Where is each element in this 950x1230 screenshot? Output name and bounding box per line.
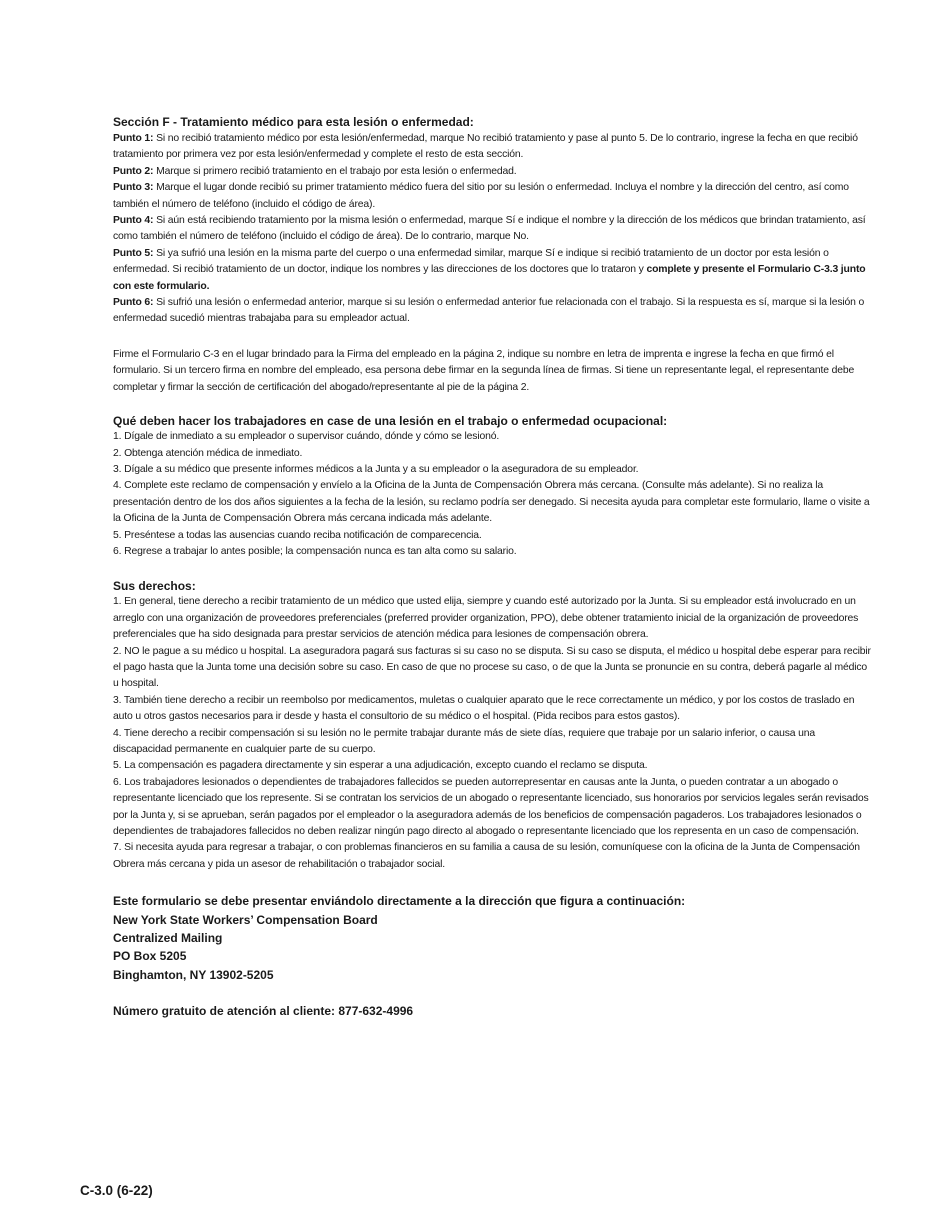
point-5 bbox=[113, 246, 873, 295]
point-text: Si sufrió una lesión o enfermedad anterior, marque si su lesión o enfermedad anterior fue relacionada con el trabajo. Si la respuesta es sí, marque si la lesión o enfermedad sucedió mientras trabajaba para su empleador actual. bbox=[113, 297, 865, 325]
point-label: Punto 1: bbox=[113, 133, 154, 144]
point-2 bbox=[113, 164, 873, 180]
point-text: Marque si primero recibió tratamiento en el trabajo por esta lesión o enfermedad. bbox=[153, 165, 517, 177]
list-item: 3. Dígale a su médico que presente informes médicos a la Junta y a su empleador o la aseguradora de su empleador. bbox=[113, 463, 639, 475]
customer-service-phone: Número gratuito de atención al cliente: 877-632-4996 bbox=[113, 1004, 414, 1019]
list-item: 6. Regrese a trabajar lo antes posible; la compensación nunca es tan alta como su salario. bbox=[113, 545, 517, 557]
list-item: 7. Si necesita ayuda para regresar a trabajar, o con problemas financieros en su familia a causa de su lesión, comuníquese con la oficina de la Junta de Compensación Obrera más cercana y pida un asesor de rehabilitación o trabajador social. bbox=[113, 842, 860, 870]
point-3 bbox=[113, 180, 873, 213]
point-text: Si no recibió tratamiento médico por esta lesión/enfermedad, marque No recibió tratamiento y pase al punto 5. De lo contrario, ingrese la fecha en que recibió tratamiento por primera vez por esta lesión/enfermedad y complete el resto de esta sección. bbox=[113, 133, 858, 161]
address-organization: New York State Workers’ Compensation Board bbox=[113, 912, 378, 927]
point-6 bbox=[113, 295, 873, 328]
point-label: Punto 3: bbox=[113, 182, 154, 194]
list-item: 2. Obtenga atención médica de inmediato. bbox=[113, 447, 303, 459]
point-label: Punto 5: bbox=[113, 247, 154, 259]
what-workers-should-do-list bbox=[113, 429, 873, 560]
point-label: Punto 6: bbox=[113, 297, 154, 309]
point-text: Si ya sufrió una lesión en la misma parte del cuerpo o una enfermedad similar, marque Sí e indique si recibió tratamiento de un doctor por esta lesión o enfermedad. Si recibió tratamiento de un doctor, indique los nombres y las direcciones de los doctores que lo trataron y bbox=[113, 247, 829, 276]
point-text: Marque el lugar donde recibió su primer tratamiento médico fuera del sitio por su lesión o enfermedad. Incluya el nombre y la dirección del centro, así como también el número de teléfono (incluido el código de área). bbox=[113, 182, 849, 210]
list-item: 3. También tiene derecho a recibir un reembolso por medicamentos, muletas o cualquier aparato que le rece correctamente un médico, y por los costos de traslado en auto u otros gastos necesarios para ir desde y hasta el consultorio de su médico o el hospital. (Pida recibos para estos gastos). bbox=[113, 694, 855, 723]
mailing-address bbox=[113, 892, 873, 984]
list-item: 4. Complete este reclamo de compensación y envíelo a la Oficina de la Junta de Compensación Obrera más cercana. (Consulte más adelante). Si no realiza la presentación dentro de los dos años siguientes a la fecha de la lesión, su reclamo podría ser denegado. Si necesita ayuda para completar este formulario, llame o visite a la Oficina de la Junta de Compensación Obrera más cercana indicada más adelante. bbox=[113, 480, 870, 525]
what-workers-should-do-title: Qué deben hacer los trabajadores en case de una lesión en el trabajo o enfermedad ocupacional: bbox=[113, 414, 668, 429]
point-label: Punto 2: bbox=[113, 165, 154, 177]
instructions-page bbox=[113, 114, 873, 1021]
your-rights-title: Sus derechos: bbox=[113, 579, 196, 594]
list-item: 1. Dígale de inmediato a su empleador o supervisor cuándo, dónde y cómo se lesionó. bbox=[113, 431, 500, 443]
address-intro: Este formulario se debe presentar enviándolo directamente a la dirección que figura a continuación: bbox=[113, 894, 686, 909]
address-department: Centralized Mailing bbox=[113, 931, 223, 946]
section-f-points bbox=[113, 131, 873, 328]
point-label: Punto 4: bbox=[113, 215, 154, 227]
your-rights-list bbox=[113, 594, 873, 873]
list-item: 5. La compensación es pagadera directamente y sin esperar a una adjudicación, excepto cuando el reclamo se disputa. bbox=[113, 760, 648, 772]
list-item: 6. Los trabajadores lesionados o dependientes de trabajadores fallecidos se pueden autorrepresentar en causas ante la Junta, o pueden contratar a un abogado o representante licenciado que los represente. Si se contratan los servicios de un abogado o representante licenciado, sus honorarios por servicios legales serán revisados por la Junta y, si se aprueban, serán pagados por el empleador o la aseguradora además de los beneficios de compensación pagaderos. Los trabajadores lesionados o dependientes de trabajadores fallecidos no deben realizar ningún pago directo al abogado o representante licenciado que los representa en un caso de compensación. bbox=[113, 776, 869, 838]
form-code: C-3.0 (6-22) bbox=[80, 1183, 153, 1198]
address-po-box: PO Box 5205 bbox=[113, 949, 187, 964]
list-item: 4. Tiene derecho a recibir compensación si su lesión no le permite trabajar durante más de siete días, requiere que trabaje por un salario inferior, o causa una discapacidad permanente en cualquier parte de su cuerpo. bbox=[113, 727, 816, 755]
address-city: Binghamton, NY 13902-5205 bbox=[113, 967, 274, 982]
signature-instructions: Firme el Formulario C-3 en el lugar brindado para la Firma del empleado en la página 2, indique su nombre en letra de imprenta e ingrese la fecha en que firmó el formulario. Si un tercero firma en nombre del empleado, esa persona debe firmar en la segunda línea de firmas. Si tiene un representante legal, el representante debe completar y firmar la sección de certificación del abogado/representante al pie de la página 2. bbox=[113, 348, 855, 393]
point-1 bbox=[113, 131, 873, 164]
list-item: 2. NO le pague a su médico u hospital. La aseguradora pagará sus facturas si su caso no se disputa. Si su caso se disputa, el médico u hospital debe esperar para recibir el pago hasta que la Junta tome una decisión sobre su caso. En caso de que no procese su caso, o de que la Junta se pronuncie en su contra, deberá pagarle al médico u hospital. bbox=[113, 645, 871, 690]
point-text: Si aún está recibiendo tratamiento por la misma lesión o enfermedad, marque Sí e indique el nombre y la dirección de los médicos que brindan tratamiento, así como también el número de teléfono (incluido el código de área). De lo contrario, marque No. bbox=[113, 215, 866, 243]
section-f-title: Sección F - Tratamiento médico para esta lesión o enfermedad: bbox=[113, 115, 474, 129]
list-item: 1. En general, tiene derecho a recibir tratamiento de un médico que usted elija, siempre y cuando esté autorizado por la Junta. Si su empleador está involucrado en un arreglo con una organización de proveedores preferenciales (preferred provider organization, PPO), debe obtener tratamiento inicial de la organización de proveedores preferenciales que ha sido designada para prestar servicios de atención médica para lesiones de compensación obrera. bbox=[113, 596, 859, 641]
list-item: 5. Preséntese a todas las ausencias cuando reciba notificación de comparecencia. bbox=[113, 529, 482, 541]
point-bold-tail: complete y presente el Formulario C-3.3 junto con este formulario. bbox=[113, 264, 866, 292]
point-4 bbox=[113, 213, 873, 246]
